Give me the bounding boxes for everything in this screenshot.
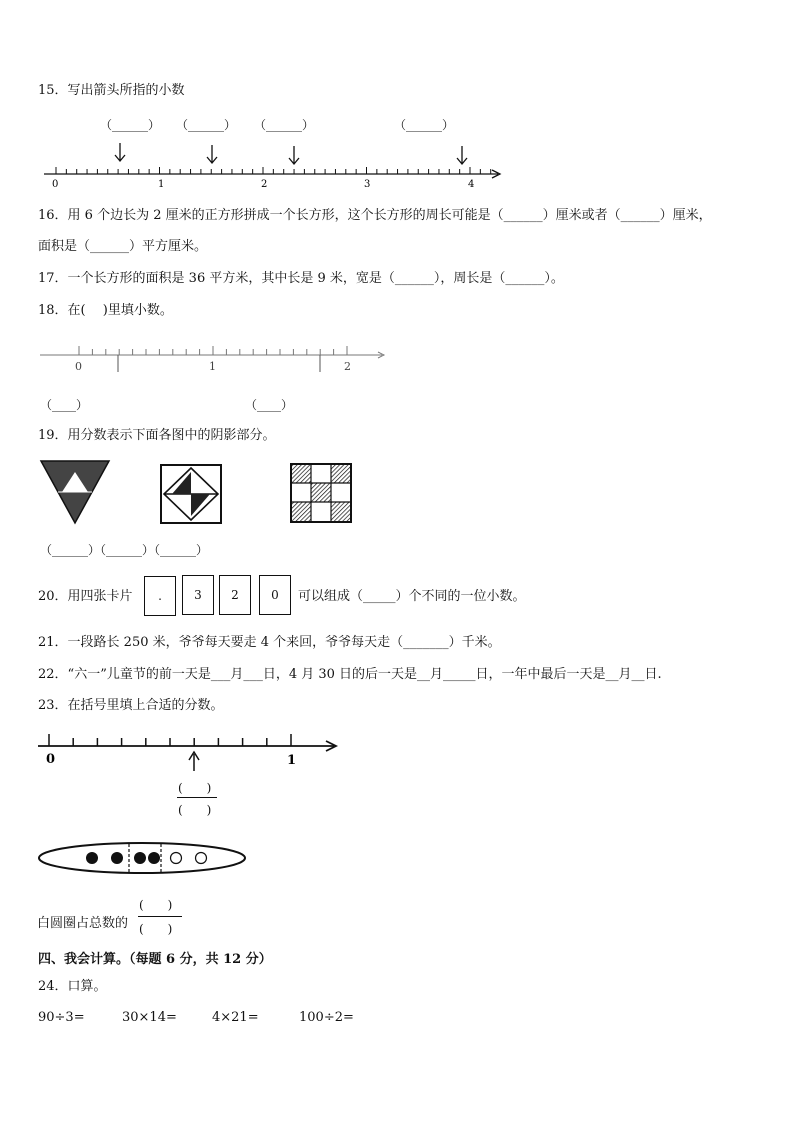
q15-tick-label: 2 bbox=[261, 179, 268, 190]
circle-fraction-label: 白圆圈占总数的 bbox=[37, 916, 129, 931]
q18-number-line bbox=[0, 340, 794, 376]
q21-text: 21．一段路长 250 米，爷爷每天要走 4 个来回，爷爷每天走（_______）千米。 bbox=[38, 635, 501, 650]
q23-number-line bbox=[0, 730, 794, 770]
circle-fraction-numerator[interactable]: ( ) bbox=[139, 898, 173, 912]
q15-text: 15．写出箭头所指的小数 bbox=[38, 83, 185, 98]
square-diamond-figure bbox=[160, 464, 222, 524]
q23-tick-label: 0 bbox=[46, 752, 56, 767]
q18-text: 18．在( )里填小数。 bbox=[38, 303, 173, 318]
q15-answer-blank[interactable]: （______） bbox=[176, 118, 237, 132]
q15-answer-blank[interactable]: （______） bbox=[100, 118, 161, 132]
q18-answer-blank[interactable]: （____） bbox=[40, 398, 89, 412]
q15-answer-blank[interactable]: （______） bbox=[254, 118, 315, 132]
q16-line1: 16．用 6 个边长为 2 厘米的正方形拼成一个长方形，这个长方形的周长可能是（______）厘米或者（______）厘米， bbox=[38, 208, 712, 223]
q15-number-line bbox=[0, 140, 794, 190]
q20-prefix: 20．用四张卡片 bbox=[38, 589, 133, 604]
q15-tick-label: 4 bbox=[468, 179, 475, 190]
q15-tick-label: 3 bbox=[364, 179, 371, 190]
q23-fraction-numerator[interactable]: ( ) bbox=[178, 781, 212, 795]
q15-tick-label: 1 bbox=[158, 179, 165, 190]
circle-fraction-bar bbox=[138, 916, 182, 917]
q19-answer-blanks[interactable]: （______）（______）（______） bbox=[40, 543, 209, 557]
q18-answer-blank[interactable]: （____） bbox=[245, 398, 294, 412]
checkered-grid-figure bbox=[290, 463, 352, 523]
q16-line2: 面积是（______）平方厘米。 bbox=[38, 239, 208, 254]
calc-item: 30×14= bbox=[122, 1010, 177, 1025]
card-dot: . bbox=[144, 576, 176, 616]
calc-item: 100÷2= bbox=[299, 1010, 354, 1025]
card-zero: 0 bbox=[259, 575, 291, 615]
q17-text: 17．一个长方形的面积是 36 平方米，其中长是 9 米，宽是（______），周长是（______）。 bbox=[38, 271, 564, 286]
q23-text: 23．在括号里填上合适的分数。 bbox=[38, 698, 224, 713]
section-four-heading: 四、我会计算。（每题 6 分，共 12 分） bbox=[38, 952, 272, 967]
calc-item: 4×21= bbox=[212, 1010, 259, 1025]
q15-answer-blank[interactable]: （______） bbox=[394, 118, 455, 132]
circle-fraction-denominator[interactable]: ( ) bbox=[139, 922, 173, 936]
triangle-figure bbox=[40, 460, 110, 524]
q23-fraction-bar bbox=[177, 797, 217, 798]
calc-item: 90÷3= bbox=[38, 1010, 85, 1025]
q18-tick-label: 0 bbox=[75, 360, 82, 373]
q20-suffix: 可以组成（_____）个不同的一位小数。 bbox=[298, 589, 526, 604]
q15-tick-label: 0 bbox=[52, 179, 59, 190]
q23-fraction-denominator[interactable]: ( ) bbox=[178, 803, 212, 817]
q22-text: 22．“六一”儿童节的前一天是___月___日，4 月 30 日的后一天是__月_____日，一年中最后一天是__月__日. bbox=[38, 667, 662, 682]
q18-tick-label: 1 bbox=[209, 360, 216, 373]
q18-tick-label: 2 bbox=[344, 360, 351, 373]
card-three: 3 bbox=[182, 575, 214, 615]
q24-text: 24．口算。 bbox=[38, 979, 107, 994]
card-two: 2 bbox=[219, 575, 251, 615]
q23-tick-label: 1 bbox=[287, 753, 297, 768]
q19-text: 19．用分数表示下面各图中的阴影部分。 bbox=[38, 428, 276, 443]
circle-oval-figure bbox=[36, 838, 250, 878]
